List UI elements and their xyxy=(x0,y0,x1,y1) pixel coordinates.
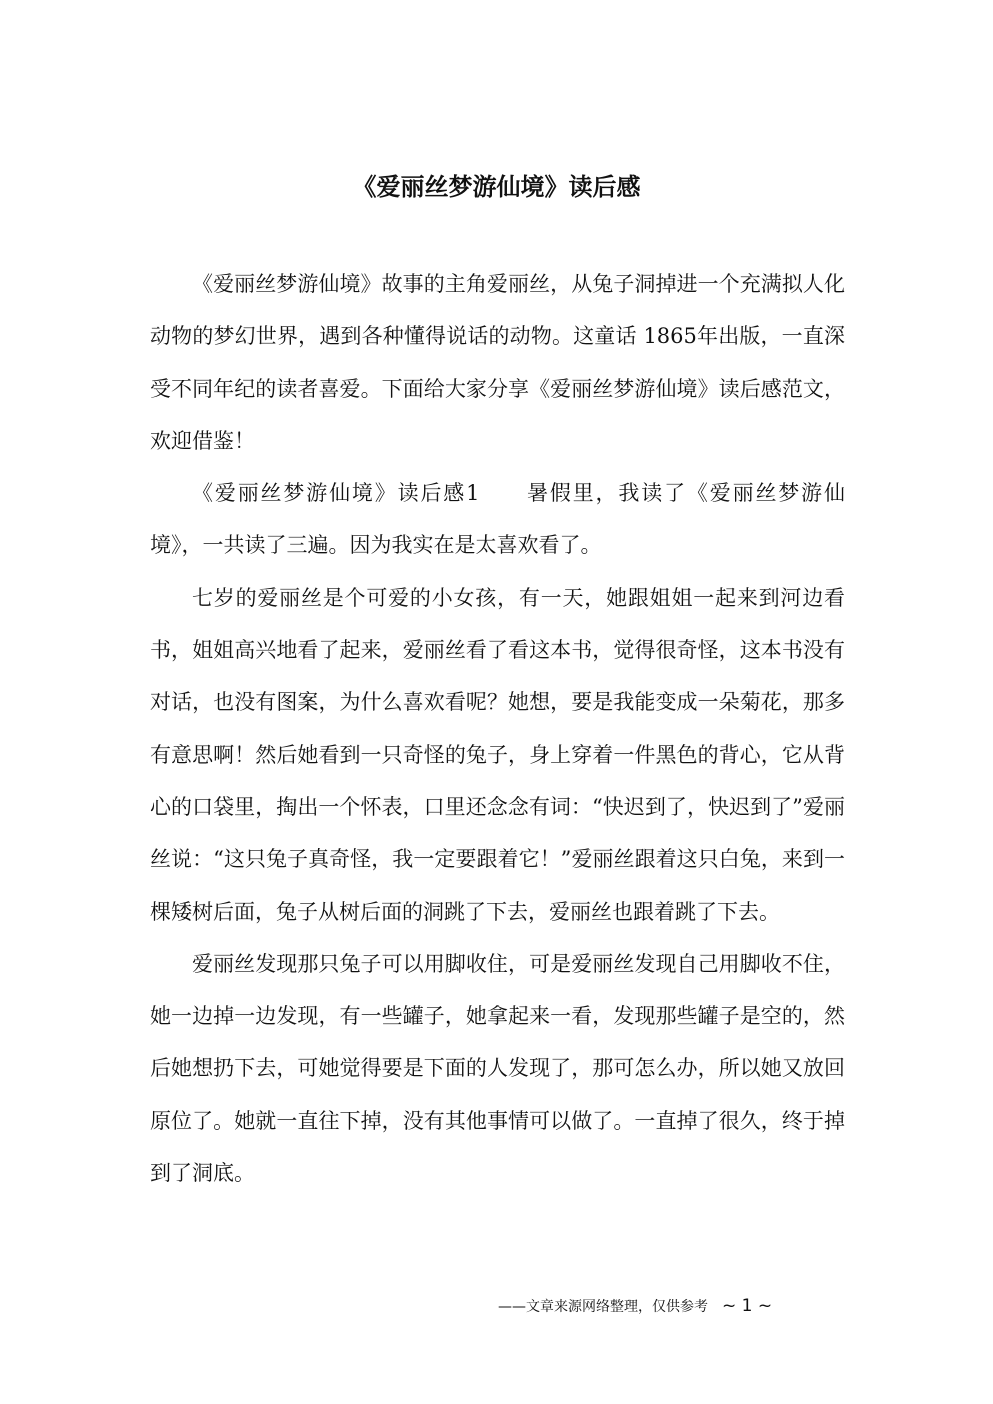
intro-paragraph: 《爱丽丝梦游仙境》故事的主角爱丽丝，从兔子洞掉进一个充满拟人化动物的梦幻世界，遇到各种懂得说话的动物。这童话 1865年出版，一直深受不同年纪的读者喜爱。下面给大家分享《爱丽丝梦游仙境》读后感范文，欢迎借鉴！ xyxy=(150,272,845,453)
story-paragraph-falling: 爱丽丝发现那只兔子可以用脚收住，可是爱丽丝发现自己用脚收不住，她一边掉一边发现，有一些罐子，她拿起来一看，发现那些罐子是空的，然后她想扔下去，可她觉得要是下面的人发现了，那可怎么办，所以她又放回原位了。她就一直往下掉，没有其他事情可以做了。一直掉了很久，终于掉到了洞底。 xyxy=(150,951,845,1186)
story-paragraph-rabbit: 七岁的爱丽丝是个可爱的小女孩，有一天，她跟姐姐一起来到河边看书，姐姐高兴地看了起来，爱丽丝看了看这本书，觉得很奇怪，这本书没有对话，也没有图案，为什么喜欢看呢？她想，要是我能变成一朵菊花，那多有意思啊！然后她看到一只奇怪的兔子，身上穿着一件黑色的背心，它从背心的口袋里，掏出一个怀表，口里还念念有词：“快迟到了，快迟到了”爱丽丝说：“这只兔子真奇怪，我一定要跟着它！”爱丽丝跟着这只白兔，来到一棵矮树后面，兔子从树后面的洞跳了下去，爱丽丝也跟着跳了下去。 xyxy=(150,585,845,924)
source-note: ——文章来源网络整理，仅供参考 xyxy=(498,1299,708,1315)
essay-1-opening-paragraph: 《爱丽丝梦游仙境》读后感1 暑假里，我读了《爱丽丝梦游仙境》，一共读了三遍。因为我实在是太喜欢看了。 xyxy=(150,481,845,558)
page-footer xyxy=(498,1294,772,1319)
page-title: 《爱丽丝梦游仙境》读后感 xyxy=(352,173,641,201)
page-number: ~ 1 ~ xyxy=(722,1296,773,1316)
document-body xyxy=(150,258,845,1199)
